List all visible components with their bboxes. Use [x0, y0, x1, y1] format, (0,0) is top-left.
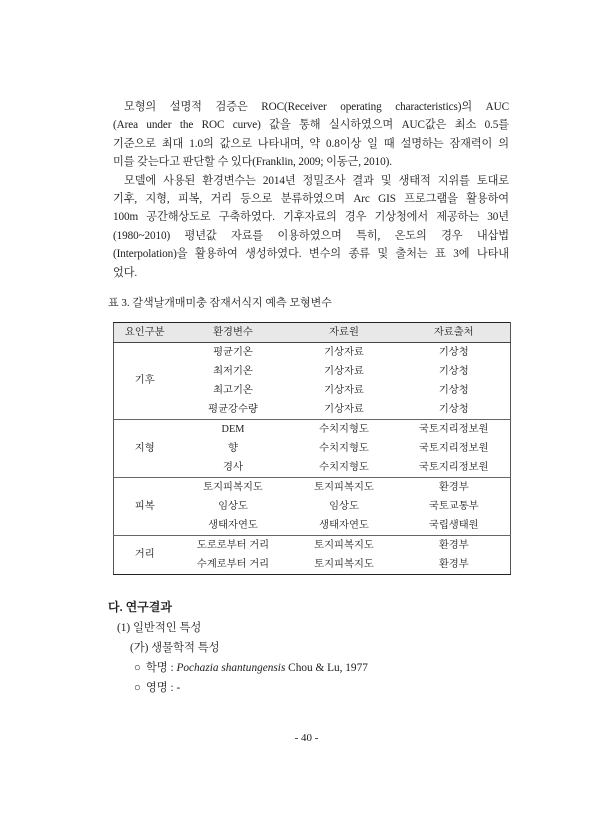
variable-cell: DEM: [221, 423, 245, 435]
table-row: [114, 343, 511, 363]
provider-cell: 국토지리정보원: [418, 461, 489, 473]
variable-cell: 도로로부터 거리: [196, 539, 270, 551]
table-header-row: [114, 323, 511, 343]
variable-cell: 임상도: [218, 500, 248, 512]
text-line: 었다.: [113, 266, 138, 279]
provider-cell: 기상청: [438, 384, 469, 396]
group-landcover: [114, 478, 511, 536]
category-cell: 지형: [134, 442, 155, 454]
provider-cell: 기상청: [438, 403, 469, 415]
table-row: [114, 536, 511, 556]
variable-cell: 수계로부터 거리: [196, 558, 270, 570]
item-label: 학명 :: [145, 662, 174, 674]
circle-bullet-icon: ○: [134, 662, 141, 674]
section-heading: 다. 연구결과: [108, 600, 172, 614]
provider-cell: 국립생태원: [428, 519, 479, 531]
variable-cell: 최저기온: [213, 365, 253, 377]
group-climate: [114, 343, 511, 420]
header-provider: 자료출처: [433, 326, 474, 338]
variable-cell: 토지피복지도: [203, 481, 263, 493]
provider-cell: 환경부: [438, 481, 469, 493]
provider-cell: 환경부: [438, 558, 469, 570]
category-cell: 기후: [134, 375, 155, 386]
group-terrain: [114, 420, 511, 478]
group-distance: [114, 536, 511, 575]
header-category: 요인구분: [124, 326, 165, 338]
variable-cell: 경사: [223, 461, 243, 473]
body-text: [113, 98, 509, 282]
text-line: 100m 공간해상도로 구축하였다. 기후자료의 경우 기상청에서 제공하는 30년: [113, 211, 509, 224]
source-cell: 임상도: [329, 500, 359, 512]
source-cell: 토지피복지도: [314, 539, 374, 551]
source-cell: 기상자료: [324, 403, 364, 415]
source-cell: 수치지형도: [319, 423, 369, 435]
text-line: 모형의 설명적 검증은 ROC(Receiver operating characteristics)의 AUC: [124, 101, 509, 113]
variables-table: [113, 322, 511, 575]
subsection-heading: (1) 일반적인 특성: [117, 622, 202, 634]
header-source: 자료원: [329, 326, 359, 338]
variable-cell: 평균강수량: [208, 403, 258, 415]
source-cell: 수치지형도: [319, 442, 369, 454]
paragraph-variables: [113, 172, 509, 282]
text-line: (Interpolation)을 활용하여 생성하였다. 변수의 종류 및 출처는 표 3에 나타내: [113, 248, 509, 261]
table-caption: 표 3. 갈색날개매미충 잠재서식지 예측 모형변수: [108, 297, 332, 309]
variable-cell: 평균기온: [213, 346, 253, 358]
text-line: 기후, 지형, 피복, 거리 등으로 분류하였으며 Arc GIS 프로그램을 활용하여: [113, 193, 509, 206]
source-cell: 생태자연도: [319, 519, 369, 531]
provider-cell: 기상청: [438, 346, 469, 358]
source-cell: 토지피복지도: [314, 558, 374, 570]
provider-cell: 국토지리정보원: [418, 442, 489, 454]
source-cell: 기상자료: [324, 346, 364, 358]
list-item-scientific-name: [134, 660, 368, 676]
scientific-name: Pochazia shantungensis: [176, 662, 286, 674]
category-cell: 거리: [134, 549, 155, 560]
variable-cell: 향: [228, 442, 238, 454]
circle-bullet-icon: ○: [134, 682, 141, 694]
provider-cell: 국토교통부: [428, 500, 479, 512]
provider-cell: 국토지리정보원: [418, 423, 489, 435]
table-row: [114, 420, 511, 440]
source-cell: 토지피복지도: [314, 481, 374, 493]
source-cell: 수치지형도: [319, 461, 369, 473]
variable-cell: 생태자연도: [208, 519, 258, 531]
category-cell: 피복: [134, 500, 155, 512]
list-item-english-name: [134, 680, 180, 696]
header-variable: 환경변수: [213, 326, 253, 338]
text-line: 모델에 사용된 환경변수는 2014년 정밀조사 결과 및 생태적 지위를 토대로: [124, 174, 509, 187]
item-label: 영명 :: [145, 682, 174, 694]
text-line: 기준으로 최대 1.0의 값으로 나타내며, 약 0.8이상 일 때 설명하는 잠재력이 의: [113, 137, 509, 150]
source-cell: 기상자료: [324, 365, 364, 377]
table-row: [114, 478, 511, 498]
paragraph-auc: [113, 98, 509, 172]
name-authority: Chou & Lu, 1977: [288, 662, 368, 674]
text-line: (1980~2010) 평년값 자료를 이용하였으며 특히, 온도의 경우 내삽법: [113, 229, 509, 242]
variable-cell: 최고기온: [213, 384, 253, 396]
source-cell: 기상자료: [324, 384, 364, 396]
provider-cell: 기상청: [438, 365, 469, 377]
text-line: (Area under the ROC curve) 값을 통해 실시하였으며 AUC값은 최소 0.5를: [113, 119, 509, 132]
subsubsection-heading: (가) 생물학적 특성: [130, 642, 220, 654]
provider-cell: 환경부: [438, 539, 469, 551]
page-number: - 40 -: [294, 732, 319, 744]
item-value: -: [176, 682, 181, 694]
text-line: 미를 갖는다고 판단할 수 있다(Franklin, 2009; 이동근, 2010).: [113, 156, 392, 169]
